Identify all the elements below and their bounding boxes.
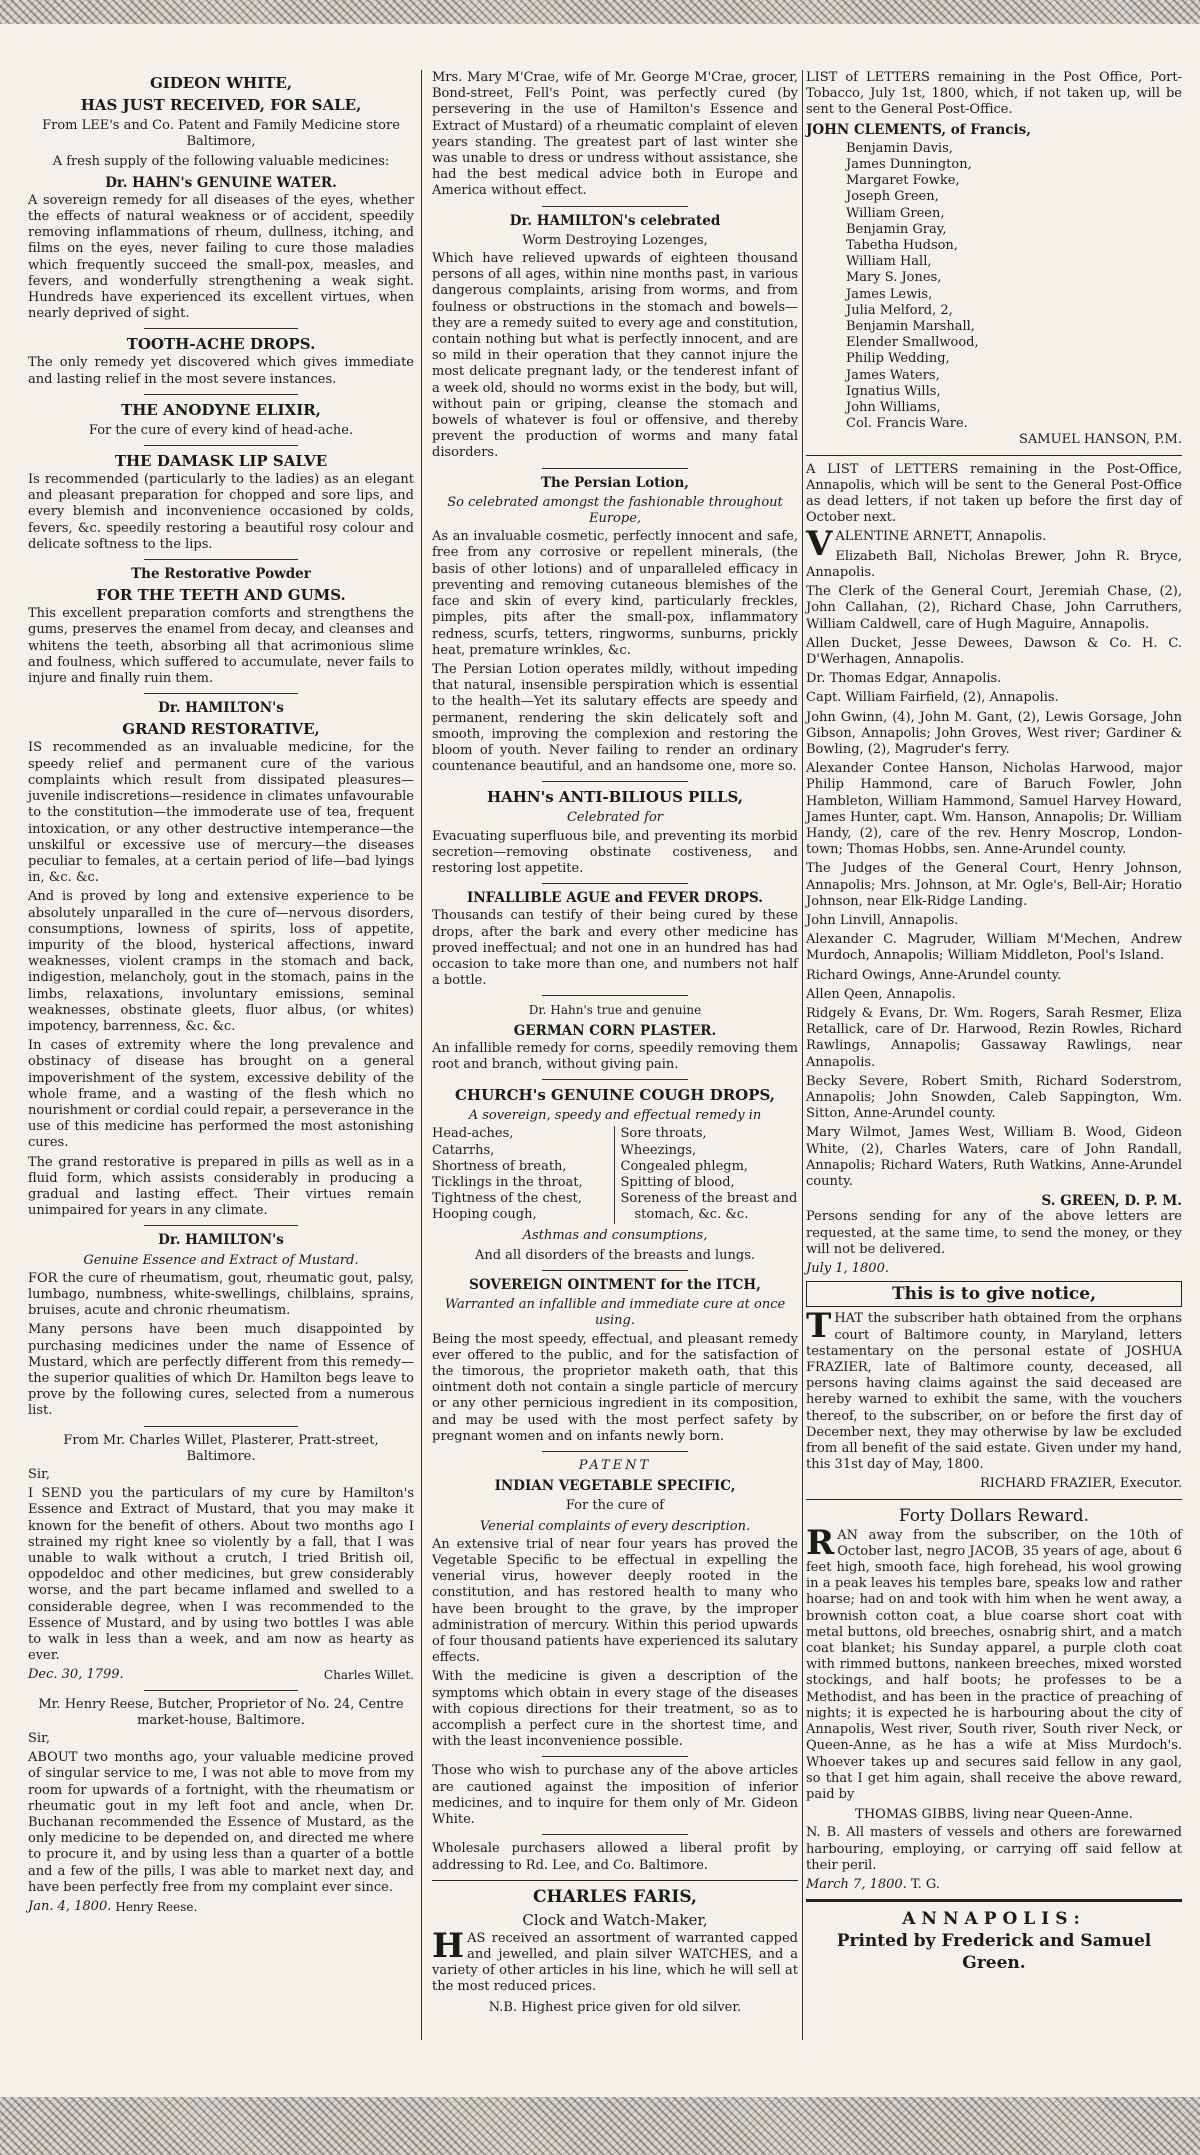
list-item: Joseph Green, <box>846 189 939 205</box>
itch-subheading: Warranted an infallible and immediate cure at once using. <box>444 1297 786 1329</box>
white-from: From LEE's and Co. Patent and Family Medicine store Baltimore, <box>42 118 400 150</box>
list-item: James Waters, <box>846 367 940 383</box>
list-item: Tightness of the chest, <box>432 1191 582 1207</box>
white-subtitle: HAS JUST RECEIVED, FOR SALE, <box>80 96 362 114</box>
willet-date: Dec. 30, 1799. <box>28 1667 124 1683</box>
notice-heading: This is to give notice, <box>806 1281 1182 1307</box>
list1-first-name: JOHN CLEMENTS, of Francis, <box>806 121 1031 138</box>
list-item: Benjamin Davis, <box>846 140 953 156</box>
willet-signoff <box>28 1667 414 1683</box>
divider <box>542 1270 688 1271</box>
torn-top-edge <box>0 0 1200 24</box>
willet-letter: I SEND you the particulars of my cure by Hamilton's Essence and Extract of Mustard, that you may make it known for the benefit of others. About two months ago I strained my right knee so violently by a fall, that I was unable to walk without a crutch, I tried British oil, oppodeldoc and other medicines, but grew considerably worse, and the part became inflamed and swelled to a considerable degree, when I was recommended to the Essence of Mustard, and by using two bottles I was able to walk in less than a week, and am now as hearty as ever. <box>28 1486 414 1664</box>
column-middle <box>432 70 798 2018</box>
list2-heading: A LIST of LETTERS remaining in the Post-Office, Annapolis, which will be sent to the General Post-Office as dead letters, if not taken up before the first day of October next. <box>806 461 1182 526</box>
list2-entry: Alexander C. Magruder, William M'Mechen, Andrew Murdoch, Annapolis; William Middleton, Pool's Island. <box>806 932 1182 964</box>
patent-heading: PATENT <box>578 1458 652 1474</box>
bilious-subheading: Celebrated for <box>566 810 663 826</box>
persian-paragraph: As an invaluable cosmetic, perfectly innocent and safe, free from any corrosive or repellent minerals, (the basis of other lotions) and of unparalleled efficacy in preventing and removing cutaneous blemishes of the face and skin of every kind, particularly freckles, pimples, pits after the small-pox, inflammatory redness, scurfs, tetters, ringworms, sunburns, prickly heat, premature wrinkles, &c. <box>432 529 798 658</box>
tooth-heading: TOOTH-ACHE DROPS. <box>126 335 316 354</box>
cough-subheading: A sovereign, speedy and effectual remedy in <box>468 1108 762 1124</box>
cough-ailments <box>432 1126 798 1223</box>
willet-salutation: Sir, <box>28 1467 50 1483</box>
list2-signature: S. GREEN, D. P. M. <box>1041 1193 1182 1210</box>
torn-bottom-edge <box>0 2097 1200 2155</box>
grand-paragraph: And is proved by long and extensive experience to be absolutely unparalled in the cure of—nervous disorders, consumptions, lowness of spirits, loss of appetite, impurity of the blood, hysterical affections, inward weaknesses, violent cramps in the stomach and back, indigestion, melancholy, gout in the stomach, pains in the limbs, relaxations, involuntary emissions, seminal weaknesses, obstinate gleets, fluor albus, (or whites) impotency, barrenness, &c. &c. <box>28 889 414 1034</box>
list2-entry: Ridgely & Evans, Dr. Wm. Rogers, Sarah Resmer, Eliza Retallick, care of Dr. Harwood, Rezin Rowles, Richard Rawlings, Annapolis; Gassaway Rawlings, near Annapolis. <box>806 1005 1182 1070</box>
list2-note: Persons sending for any of the above letters are requested, at the same time, to send the money, or they will not be delivered. <box>806 1209 1182 1257</box>
list-item: Col. Francis Ware. <box>846 416 968 432</box>
divider <box>542 468 688 469</box>
divider <box>144 394 298 395</box>
itch-heading: SOVEREIGN OINTMENT for the ITCH, <box>469 1277 761 1293</box>
anodyne-heading: THE ANODYNE ELIXIR, <box>121 400 321 419</box>
column-left <box>28 70 414 1917</box>
column-rule-left <box>421 70 422 2040</box>
list2-entry: John Gwinn, (4), John M. Gant, (2), Lewis Gorsage, John Gibson, Annapolis; John Groves, West river; Gardiner & Bowling, (2), Magruder's ferry. <box>806 709 1182 757</box>
divider <box>806 1499 1182 1500</box>
white-intro: A fresh supply of the following valuable medicines: <box>52 154 390 170</box>
divider <box>144 559 298 560</box>
divider <box>432 1880 798 1881</box>
patent-paragraph: An extensive trial of near four years has proved the Vegetable Specific to be effectual in expelling the venerial virus, however deeply rooted in the constitution, and has restored health to many who have been brought to the grave, by the improper administration of mercury. Within this period upwards of four thousand patients have experienced its salutary effects. <box>432 1536 798 1666</box>
list2-entry: Allen Qeen, Annapolis. <box>806 986 956 1002</box>
ague-heading: INFALLIBLE AGUE and FEVER DROPS. <box>467 890 763 907</box>
notice-body: THAT the subscriber hath obtained from the orphans court of Baltimore county, in Maryland, letters testamentary on the personal estate of JOSHUA FRAZIER, late of Baltimore county, deceased, all persons having claims against the said deceased are hereby warned to exhibit the same, with the vouchers thereof, to the subscriber, on or before the first day of December next, they may otherwise by law be excluded from all benefit of the said estate. Given under my hand, this 31st day of May, 1800. <box>806 1306 1182 1473</box>
list-item: Ticklings in the throat, <box>432 1174 583 1190</box>
corn-subheading: GERMAN CORN PLASTER. <box>513 1022 717 1039</box>
divider <box>542 1834 688 1835</box>
reese-salutation: Sir, <box>28 1731 50 1747</box>
list-item: Catarrhs, <box>432 1142 495 1158</box>
grand-paragraph: The grand restorative is prepared in pills as well as in a fluid form, which assists considerably in producing a gradual and lasting effect. Their virtues remain unimpaired for years in any climate. <box>28 1154 414 1219</box>
reward-signature: THOMAS GIBBS, living near Queen-Anne. <box>855 1807 1133 1823</box>
reese-date: Jan. 4, 1800. <box>28 1899 112 1915</box>
column-rule-right <box>802 70 803 2040</box>
anodyne-body: For the cure of every kind of head-ache. <box>88 422 354 438</box>
list-item: Julia Melford, 2, <box>846 302 953 318</box>
divider <box>144 445 298 446</box>
divider <box>806 1899 1182 1902</box>
divider <box>144 1225 298 1226</box>
grand-heading: Dr. HAMILTON's <box>158 700 284 717</box>
corn-body: An infallible remedy for corns, speedily removing them root and branch, without giving pain. <box>432 1040 798 1072</box>
itch-body: Being the most speedy, effectual, and pleasant remedy ever offered to the public, and for the satisfaction of the timorous, the proprietor maketh oath, that this ointment doth not contain a single particle of mercury or any other pernicious ingredient in its composition, and may be used with the most perfect safety by pregnant women and on infants newly born. <box>432 1331 798 1444</box>
bilious-heading: HAHN's ANTI-BILIOUS PILLS, <box>486 788 744 807</box>
divider <box>806 455 1182 456</box>
reward-signoff <box>806 1877 1182 1893</box>
divider <box>144 1690 298 1691</box>
faris-nb: N.B. Highest price given for old silver. <box>488 1999 742 2015</box>
reward-date: March 7, 1800. <box>806 1876 907 1892</box>
mustard-paragraph: FOR the cure of rheumatism, gout, rheumatic gout, palsy, lumbago, numbness, white-swellings, chilblains, sprains, bruises, acute and chronic rheumatism. <box>28 1270 414 1319</box>
powder-body: This excellent preparation comforts and strengthens the gums, preserves the enamel from decay, and cleanses and whitens the teeth, absorbing all that acrimonious slime and foulness, which suffered to accumulate, never fails to injure and finally ruin them. <box>28 606 414 687</box>
list-item: Philip Wedding, <box>846 351 950 367</box>
list2-entry: Alexander Contee Hanson, Nicholas Harwood, major Philip Hammond, care of Baruch Fowler, John Hambleton, William Hammond, Samuel Harvey Howard, James Hunter, capt. Wm. Hanson, Annapolis; Dr. William Handy, (2), care of the rev. Henry Moscrop, London-town; Thomas Hobbs, sen. Anne-Arundel county. <box>806 761 1182 858</box>
cough-ailments-right <box>614 1126 799 1223</box>
list-item: John Williams, <box>846 400 941 416</box>
list1-names <box>806 141 1182 433</box>
reese-signoff <box>28 1899 414 1915</box>
powder-subheading: FOR THE TEETH AND GUMS. <box>96 586 346 605</box>
list-item: Benjamin Marshall, <box>846 319 975 335</box>
list2-entry: Mary Wilmot, James West, William B. Wood, Gideon White, (2), Charles Waters, care of John Randall, Annapolis; Richard Waters, Ruth Watkins, Anne-Arundel county. <box>806 1125 1182 1189</box>
willet-from: From Mr. Charles Willet, Plasterer, Pratt-street, Baltimore. <box>63 1432 379 1464</box>
grand-paragraph: In cases of extremity where the long prevalence and obstinacy of disease has brought on a general impoverishment of the system, excessive debility of the whole frame, and a wasting of the flesh which no nourishment or cordial could repair, a perseverance in the use of this medicine has performed the most astonishing cures. <box>28 1038 414 1151</box>
white-title: GIDEON WHITE, <box>149 74 293 92</box>
faris-subheading: Clock and Watch-Maker, <box>522 1910 708 1929</box>
reward-initials: T. G. <box>910 1876 940 1892</box>
damask-heading: THE DAMASK LIP SALVE <box>114 452 328 471</box>
divider <box>542 1079 688 1080</box>
powder-heading: The Restorative Powder <box>131 566 311 583</box>
mustard-subheading: Genuine Essence and Extract of Mustard. <box>83 1252 359 1268</box>
list2-entry: Becky Severe, Robert Smith, Richard Soderstrom, Annapolis; John Snowden, Caleb Sappington, Wm. Sitton, Anne-Arundel county. <box>806 1073 1182 1122</box>
faris-heading: CHARLES FARIS, <box>533 1886 697 1907</box>
cough-heading: CHURCH's GENUINE COUGH DROPS, <box>454 1086 776 1105</box>
lozenge-heading: Dr. HAMILTON's celebrated <box>509 212 721 229</box>
list2-entry: John Linvill, Annapolis. <box>806 912 959 928</box>
water-heading: Dr. HAHN's GENUINE WATER. <box>105 174 337 191</box>
divider <box>144 693 298 694</box>
reese-signature: Henry Reese. <box>115 1900 198 1915</box>
list1-signature: SAMUEL HANSON, P.M. <box>1019 432 1182 448</box>
list-item: Benjamin Gray, <box>846 221 947 237</box>
divider <box>542 883 688 884</box>
list2-entry: VALENTINE ARNETT, Annapolis. <box>806 524 1047 565</box>
cough-tail: And all disorders of the breasts and lungs. <box>474 1247 756 1263</box>
list-item: Margaret Fowke, <box>846 173 960 189</box>
mustard-heading: Dr. HAMILTON's <box>158 1232 284 1249</box>
list-item: Tabetha Hudson, <box>846 238 958 254</box>
tooth-body: The only remedy yet discovered which gives immediate and lasting relief in the most severe instances. <box>28 355 414 387</box>
lozenge-body: Which have relieved upwards of eighteen thousand persons of all ages, within nine months past, in various dangerous complaints, arising from worms, and from foulness or obstructions in the stomach and bowels—they are a remedy suited to every age and constitution, contain nothing but what is perfectly innocent, and are so mild in their operation that they cannot injure the most delicate pregnant lady, or the tenderest infant of a week old, should no worms exist in the body, but will, without pain or griping, cleanse the stomach and bowels of whatever is foul or offensive, and thereby prevent the production of worms and many fatal disorders. <box>432 251 798 461</box>
list-item: stomach, &c. &c. <box>634 1207 749 1223</box>
damask-body: Is recommended (particularly to the ladies) as an elegant and pleasant preparation for chopped and sore lips, and every blemish and inconvenience occasioned by colds, fevers, &c. speedily restoring a beautiful rosy colour and delicate softness to the lips. <box>28 472 414 552</box>
corn-heading: Dr. Hahn's true and genuine <box>528 1003 702 1018</box>
wholesale-note: Wholesale purchasers allowed a liberal profit by addressing to Rd. Lee, and Co. Baltimore. <box>432 1841 798 1873</box>
divider <box>144 1426 298 1427</box>
bilious-body: Evacuating superfluous bile, and preventing its morbid secretion—removing obstinate costiveness, and restoring lost appetite. <box>432 828 798 876</box>
water-body: A sovereign remedy for all diseases of the eyes, whether the effects of natural weakness or of accident, speedily removing inflammations of rheum, dullness, itching, and films on the eyes, never failing to cure those maladies which frequently succeed the small-pox, measles, and fevers, and wonderfully strengthening a weak sight. Hundreds have experienced its excellent virtues, when nearly deprived of sight. <box>28 192 414 322</box>
column-right <box>806 70 1182 1974</box>
reward-nb: N. B. All masters of vessels and others are forewarned harbouring, employing, or carrying off said fellow at their peril. <box>806 1825 1182 1873</box>
divider <box>542 781 688 782</box>
notice-signature: RICHARD FRAZIER, Executor. <box>980 1476 1182 1492</box>
imprint-place: ANNAPOLIS: <box>902 1909 1086 1930</box>
list-item: William Green, <box>846 205 945 221</box>
persian-paragraph: The Persian Lotion operates mildly, without impeding that natural, insensible perspiration which is essential to the health—Yet its salutary effects are speedy and permanent, rendering the skin delicately soft and smooth, improving the complexion and restoring the bloom of youth. Never failing to render an ordinary countenance beautiful, and an handsome one, more so. <box>432 661 798 775</box>
persian-subheading: So celebrated amongst the fashionable throughout Europe, <box>447 494 783 527</box>
list-item: Soreness of the breast and <box>620 1191 798 1207</box>
patent-paragraph: With the medicine is given a description of the symptoms which obtain in every stage of the diseases with copious directions for their treatment, so as to accomplish a perfect cure in the shortest time, and with the least inconvenience possible. <box>432 1669 798 1750</box>
divider <box>144 328 298 329</box>
grand-paragraph: IS recommended as an invaluable medicine, for the speedy relief and permanent cure of the various complaints which result from dissipated pleasures—juvenile indiscretions—residence in climates unfavourable to the constitution—the immoderate use of tea, frequent intoxication, or any other destructive intemperance—the unskilful or excessive use of mercury—the diseases peculiar to females, at a certain period of life—bad lyings in, &c. &c. <box>28 740 414 886</box>
list1-heading: LIST of LETTERS remaining in the Post Office, Port-Tobacco, July 1st, 1800, which, if not taken up, will be sent to the General Post-Office. <box>806 70 1182 118</box>
list-item: Sore throats, <box>620 1126 707 1142</box>
list2-entry: The Clerk of the General Court, Jeremiah Chase, (2), John Callahan, (2), Richard Chase, John Carruthers, William Caldwell, care of Hugh Maguire, Annapolis. <box>806 584 1182 632</box>
list-item: James Lewis, <box>846 286 933 302</box>
divider <box>542 1451 688 1452</box>
patent-for: For the cure of <box>565 1498 665 1514</box>
list2-entry: Elizabeth Ball, Nicholas Brewer, John R. Bryce, Annapolis. <box>806 548 1182 580</box>
list-item: Ignatius Wills, <box>846 383 941 399</box>
list2-entry: Allen Ducket, Jesse Dewees, Dawson & Co. H. C. D'Werhagen, Annapolis. <box>806 635 1182 667</box>
list2-entry: Richard Owings, Anne-Arundel county. <box>806 967 1062 983</box>
list2-entry: Capt. William Fairfield, (2), Annapolis. <box>806 690 1059 706</box>
list-item: Wheezings, <box>620 1142 697 1158</box>
mustard-paragraph: Many persons have been much disappointed by purchasing medicines under the name of Essence of Mustard, which are perfectly different from this remedy—the superior qualities of which Dr. Hamilton begs leave to prove by the following cures, selected from a numerous list. <box>28 1322 414 1419</box>
caution-note: Those who wish to purchase any of the above articles are cautioned against the imposition of inferior medicines, and to inquire for them only of Mr. Gideon White. <box>432 1763 798 1828</box>
divider <box>542 1756 688 1757</box>
reese-letter: ABOUT two months ago, your valuable medicine proved of singular service to me, I was not able to move from my room for upwards of a fortnight, with the rheumatism or rheumatic gout in my left foot and ancle, when Dr. Buchanan recommended the Essence of Mustard, as the only medicine to be depended on, and directed me where to procure it, and by using less than a quarter of a bottle and a few of the pills, I was able to market next day, and have been perfectly free from my complaint ever since. <box>28 1750 414 1895</box>
list2-entry: The Judges of the General Court, Henry Johnson, Annapolis; Mrs. Johnson, at Mr. Ogle's, Bell-Air; Horatio Johnson, near Elk-Ridge Landing. <box>806 861 1182 909</box>
divider <box>542 995 688 996</box>
faris-body: HAS received an assortment of warranted capped and jewelled, and plain silver WATCHES, and a variety of other articles in his line, which he will sell at the most reduced prices. <box>432 1925 798 1995</box>
list-item: Elender Smallwood, <box>846 335 979 351</box>
list-item: William Hall, <box>846 254 932 270</box>
list-item: Mary S. Jones, <box>846 270 942 286</box>
imprint-printer: Printed by Frederick and Samuel Green. <box>836 1931 1152 1974</box>
cough-tail: Asthmas and consumptions, <box>522 1227 708 1243</box>
grand-subheading: GRAND RESTORATIVE, <box>122 720 320 739</box>
patent-purpose: Venerial complaints of every description. <box>479 1518 751 1534</box>
divider <box>542 206 688 207</box>
reese-from: Mr. Henry Reese, Butcher, Proprietor of No. 24, Centre market-house, Baltimore. <box>38 1696 404 1728</box>
cough-ailments-left <box>432 1126 610 1223</box>
mccrae-testimonial: Mrs. Mary M'Crae, wife of Mr. George M'Crae, grocer, Bond-street, Fell's Point, was perfectly cured (by persevering in the use of Hamilton's Essence and Extract of Mustard) of a rheumatic complaint of eleven years standing. The greatest part of last winter she was unable to dress or undress without assistance, she had the best medical advice both in Europe and America without effect. <box>432 70 798 199</box>
list2-date: July 1, 1800. <box>806 1261 889 1277</box>
reward-heading: Forty Dollars Reward. <box>898 1505 1090 1526</box>
list-item: Spitting of blood, <box>620 1174 735 1190</box>
list-item: Hooping cough, <box>432 1207 537 1223</box>
ague-body: Thousands can testify of their being cured by these drops, after the bark and every other medicine has proved ineffectual; and not one in an hundred has had occasion to take more than one, and numbers not half a bottle. <box>432 908 798 989</box>
patent-title: INDIAN VEGETABLE SPECIFIC, <box>494 1478 736 1495</box>
list2-entry: Dr. Thomas Edgar, Annapolis. <box>806 671 1002 687</box>
list-item: Shortness of breath, <box>432 1158 567 1174</box>
list-item: James Dunnington, <box>846 157 972 173</box>
lozenge-subheading: Worm Destroying Lozenges, <box>522 232 708 248</box>
willet-signature: Charles Willet. <box>323 1668 414 1683</box>
reward-body: RAN away from the subscriber, on the 10th of October last, negro JACOB, 35 years of age, about 6 feet high, smooth face, high forehead, his wool growing in a peak leaves his temples bare, speaks low and rather hoarse; had on and took with him when he went away, a brownish cotton coat, a blue coarse short coat with metal buttons, old breeches, osnabrig shirt, and a match coat blanket; his Sunday apparel, a purple cloth coat with rimmed buttons, nankeen breeches, mixed worsted stockings, and half boots; he professes to be a Methodist, and has been in the practice of preaching of nights; it is expected he is harbouring about the city of Annapolis, West river, South river, South river Neck, or Queen-Anne, as he has a wife at Miss Murdoch's. Whoever takes up and secures said fellow in any gaol, so that I get him again, shall receive the above reward, paid by <box>806 1522 1182 1802</box>
list-item: Head-aches, <box>432 1126 514 1142</box>
persian-heading: The Persian Lotion, <box>540 474 689 491</box>
list-item: Congealed phlegm, <box>620 1158 749 1174</box>
